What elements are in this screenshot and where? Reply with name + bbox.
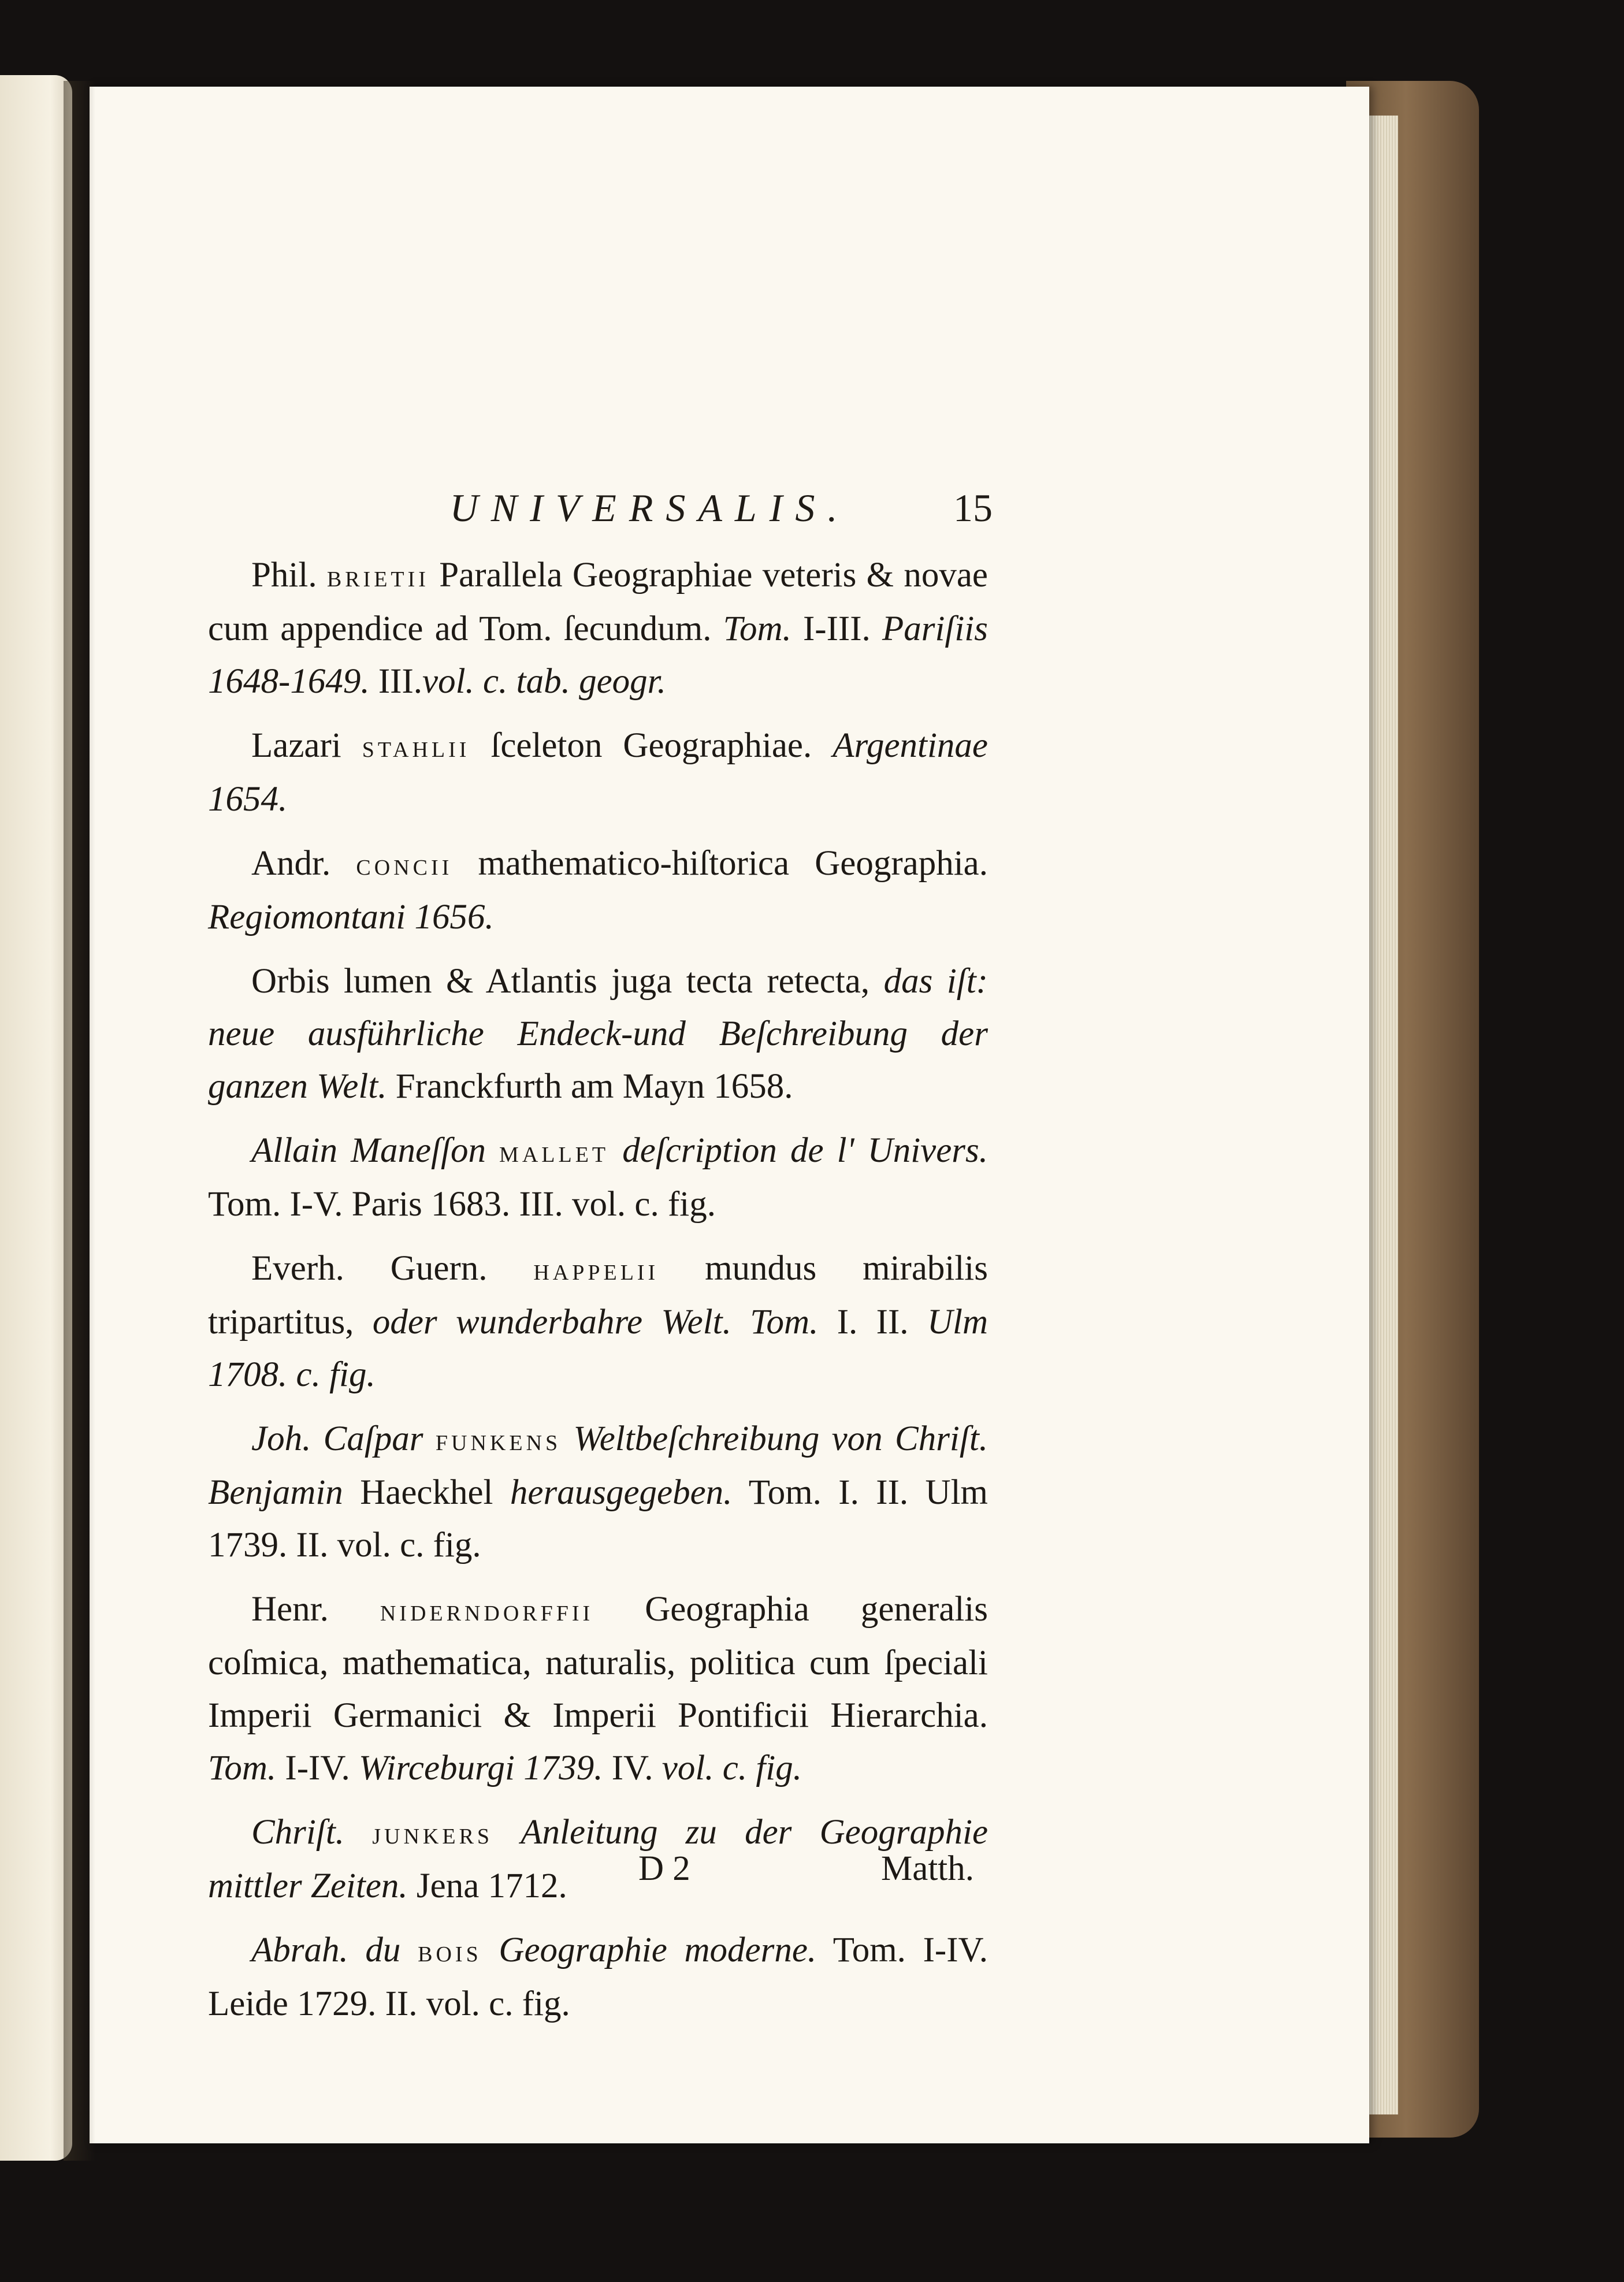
entry-text: I. II.: [818, 1303, 927, 1341]
entry-text: [482, 1931, 499, 1969]
author-name: junkers: [372, 1816, 493, 1850]
author-name: concii: [356, 847, 453, 882]
entry-text: Pariſiis 1648-1649.: [208, 609, 988, 701]
entry-text: vol. c. tab. geogr.: [422, 662, 666, 701]
catchword: Matth.: [881, 1849, 974, 1888]
entry-text: I-III.: [791, 609, 882, 648]
entry-text: mundus mirabilis tripartitus,: [208, 1249, 988, 1341]
author-name: brietii: [326, 559, 429, 593]
entry-text: Wirceburgi 1739.: [359, 1749, 603, 1787]
bibliography-entry: [208, 1583, 988, 1794]
entry-text: [423, 1419, 436, 1458]
entry-text: Parallela Geographiae veteris & novae cum appendice ad Tom. ſecundum.: [208, 556, 988, 648]
entry-text: Franckfurth am Mayn 1658.: [387, 1067, 793, 1106]
bibliography-entry: [208, 1413, 988, 1571]
bibliography-list: [208, 549, 988, 2042]
page-number: 15: [953, 486, 993, 530]
entry-text: Tom.: [208, 1749, 277, 1787]
page-title: UNIVERSALIS.: [449, 486, 850, 530]
entry-text: Anleitung zu der Geographie mittler Zeiten.: [208, 1813, 988, 1905]
entry-text: ſceleton Geographiae.: [470, 726, 833, 765]
entry-text: Tom. I-IV. Leide 1729. II. vol. c. fig.: [208, 1931, 988, 2023]
bibliography-entry: [208, 1124, 988, 1231]
entry-text: Regiomontani 1656.: [208, 898, 494, 936]
entry-text: Chriſt.: [251, 1813, 345, 1852]
entry-text: Lazari: [251, 726, 362, 765]
entry-text: Andr.: [251, 844, 356, 883]
entry-text: Allain Maneſſon: [251, 1131, 486, 1170]
entry-text: Everh. Guern.: [251, 1249, 534, 1288]
entry-text: [344, 1813, 372, 1852]
entry-text: Argentinae 1654.: [208, 726, 988, 819]
entry-text: Tom. I. II. Ulm 1739. II. vol. c. fig.: [208, 1473, 988, 1564]
signature-mark: D 2: [638, 1849, 690, 1888]
entry-text: das iſt: neue ausführliche Endeck-und Beſchreibung der ganzen Welt.: [208, 962, 988, 1106]
entry-text: Jena 1712.: [407, 1867, 567, 1905]
entry-text: Abrah. du: [251, 1931, 401, 1969]
bibliography-entry: [208, 955, 988, 1113]
entry-text: [486, 1131, 499, 1170]
gutter-shadow: [64, 81, 95, 2161]
entry-text: Joh. Caſpar: [251, 1419, 423, 1458]
bibliography-entry: [208, 1242, 988, 1401]
entry-text: Tom. I-V. Paris 1683. III. vol. c. fig.: [208, 1185, 716, 1224]
entry-text: [561, 1419, 573, 1458]
entry-text: oder wunderbahre Welt.: [372, 1303, 731, 1341]
author-name: mallet: [499, 1134, 610, 1169]
entry-text: Phil.: [251, 556, 327, 594]
entry-text: Orbis lumen & Atlantis juga tecta retecta,: [251, 962, 884, 1001]
bibliography-entry: [208, 1924, 988, 2030]
entry-text: [493, 1813, 521, 1852]
entry-text: [731, 1303, 750, 1341]
entry-text: Tom.: [750, 1303, 819, 1341]
entry-text: IV.: [603, 1749, 662, 1787]
entry-text: Henr.: [251, 1590, 380, 1629]
bibliography-entry: [208, 719, 988, 826]
entry-text: [609, 1131, 622, 1170]
entry-text: vol. c. fig.: [662, 1749, 802, 1787]
author-name: niderndorffii: [380, 1593, 594, 1627]
entry-text: Weltbeſchreibung von Chriſt. Benjamin: [208, 1419, 988, 1512]
entry-text: Ulm 1708. c. fig.: [208, 1303, 988, 1394]
bibliography-entry: [208, 549, 988, 708]
entry-text: herausgegeben.: [510, 1473, 733, 1512]
author-name: bois: [418, 1934, 482, 1968]
entry-text: mathematico-hiſtorica Geographia.: [452, 844, 988, 883]
book-page: [90, 87, 1369, 2143]
entry-text: [400, 1931, 418, 1969]
entry-text: Geographie moderne.: [499, 1931, 817, 1969]
entry-text: Tom.: [723, 609, 791, 648]
bibliography-entry: [208, 837, 988, 943]
author-name: happelii: [533, 1252, 659, 1287]
author-name: funkens: [435, 1422, 562, 1457]
entry-text: deſcription de l' Univers.: [622, 1131, 988, 1170]
left-page-edge: [0, 75, 72, 2161]
bibliography-entry: [208, 1806, 988, 1912]
entry-text: III.: [369, 662, 423, 701]
entry-text: Geographia generalis coſmica, mathematica, naturalis, politica cum ſpeciali Imperii Germanici & Imperii Pontificii Hierarchia.: [208, 1590, 988, 1735]
author-name: stahlii: [362, 729, 470, 764]
entry-text: Haeckhel: [343, 1473, 510, 1512]
entry-text: I-IV.: [276, 1749, 359, 1787]
